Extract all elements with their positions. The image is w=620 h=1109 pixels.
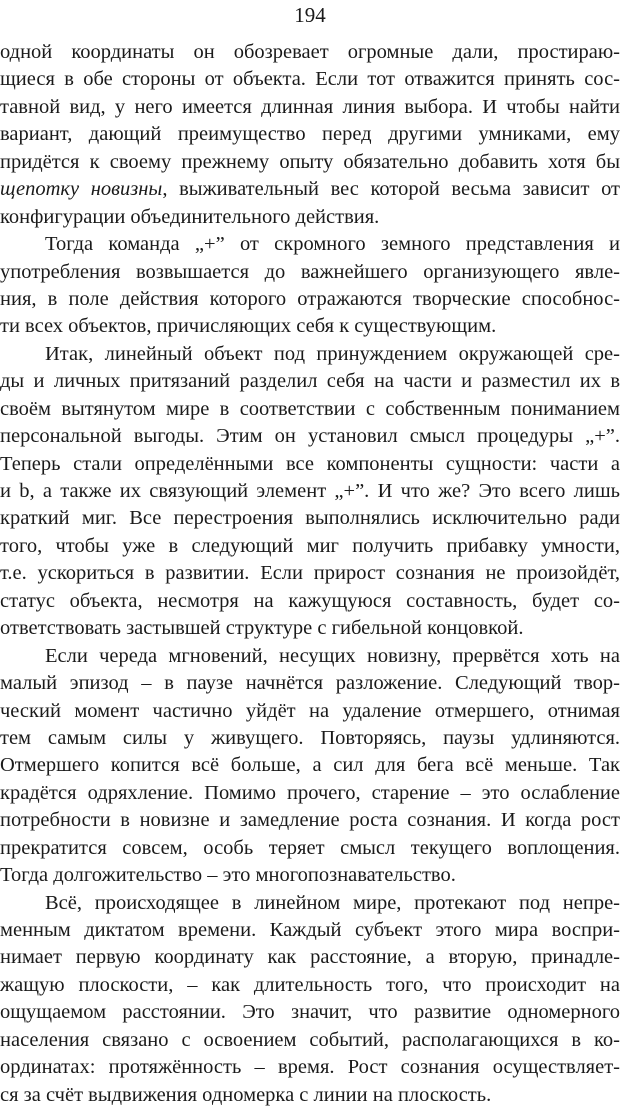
text-line: Отмершего копится всё больше, а сил для бега всё меньше. Так xyxy=(0,754,620,777)
text-line: ния, в поле действия которого отражаются творческие способнос- xyxy=(0,287,620,310)
text-line: конфигурации объединительного действия. xyxy=(0,205,380,228)
text-line: малый эпизод – в паузе начнётся разложение. Следующий твор- xyxy=(0,672,620,695)
text-line xyxy=(0,176,620,203)
paragraph xyxy=(0,643,620,890)
text-line: Итак, линейный объект под принуждением окружающей сре- xyxy=(45,342,620,365)
text-line: прекратится совсем, особь теряет смысл текущего воплощения. xyxy=(0,836,620,859)
text-line: т.е. ускориться в развитии. Если прирост сознания не произойдёт, xyxy=(0,562,620,585)
text-line: своём вытянутом мире в соответствии с собственным пониманием xyxy=(0,397,620,420)
text-line: Если череда мгновений, несущих новизну, прервётся хоть на xyxy=(45,644,620,667)
paragraph xyxy=(0,39,620,231)
text-line: ответствовать застывшей структуре с гибельной концовкой. xyxy=(0,617,524,640)
text-line: крадётся одряхление. Помимо прочего, старение – это ослабление xyxy=(0,781,620,804)
text-line: того, чтобы уже в следующий миг получить прибавку умности, xyxy=(0,534,620,557)
text-line: ощущаемом расстоянии. Это значит, что развитие одномерного xyxy=(0,1001,620,1024)
text-line: ды и личных притязаний разделил себя на части и разместил их в xyxy=(0,370,620,393)
text-line: Теперь стали определёнными все компоненты сущности: части a xyxy=(0,452,620,475)
text-line: нимает первую координату как расстояние, а вторую, принадле- xyxy=(0,946,620,969)
italic-phrase: щепотку новизны xyxy=(0,178,163,201)
paragraph xyxy=(0,231,620,341)
text-line: статус объекта, несмотря на кажущуюся составность, будет со- xyxy=(0,589,620,612)
text-line: вариант, дающий преимущество перед другими умниками, ему xyxy=(0,123,620,146)
text-line: щиеся в обе стороны от объекта. Если тот отважится принять сос- xyxy=(0,68,620,91)
text-line: тавной вид, у него имеется длинная линия выбора. И чтобы найти xyxy=(0,95,620,118)
text-line: Тогда долгожительство – это многопознавательство. xyxy=(0,864,456,887)
text-line: населения связано с освоением событий, располагающихся в ко- xyxy=(0,1028,620,1051)
text-line: потребности в новизне и замедление роста сознания. И когда рост xyxy=(0,809,620,832)
text-line: Тогда команда „+” от скромного земного представления и xyxy=(45,233,620,256)
text-line: ординатах: протяжённость – время. Рост сознания осуществляет- xyxy=(0,1056,620,1079)
text-line: тем самым силы у живущего. Повторяясь, паузы удлиняются. xyxy=(0,726,620,749)
text-line: персональной выгоды. Этим он установил смысл процедуры „+”. xyxy=(0,425,620,448)
text-line: ти всех объектов, причисляющих себя к существующим. xyxy=(0,315,497,338)
text-line: ся за счёт выдвижения одномерка с линии на плоскость. xyxy=(0,1083,492,1106)
text-line: ческий момент частично уйдёт на удаление отмершего, отнимая xyxy=(0,699,620,722)
text-line: одной координаты он обозревает огромные дали, простираю- xyxy=(0,41,620,63)
text-line: жащую плоскости, – как длительность того, что происходит на xyxy=(0,973,620,996)
paragraph xyxy=(0,890,620,1109)
text-line: и b, а также их связующий элемент „+”. И что же? Это всего лишь xyxy=(0,480,620,502)
text-line: менным диктатом времени. Каждый субъект этого мира воспри- xyxy=(0,919,620,941)
body-text xyxy=(0,39,620,1109)
text-line: Всё, происходящее в линейном мире, протекают под непре- xyxy=(45,891,620,914)
text-line: краткий миг. Все перестроения выполнялись исключительно ради xyxy=(0,507,620,530)
text-line: придётся к своему прежнему опыту обязательно добавить хотя бы xyxy=(0,150,620,173)
text-line: употребления возвышается до важнейшего организующего явле- xyxy=(0,260,620,283)
paragraph xyxy=(0,341,620,643)
page-number: 194 xyxy=(294,3,326,27)
text-run: , выживательный вес которой весьма зависит от xyxy=(162,178,620,201)
